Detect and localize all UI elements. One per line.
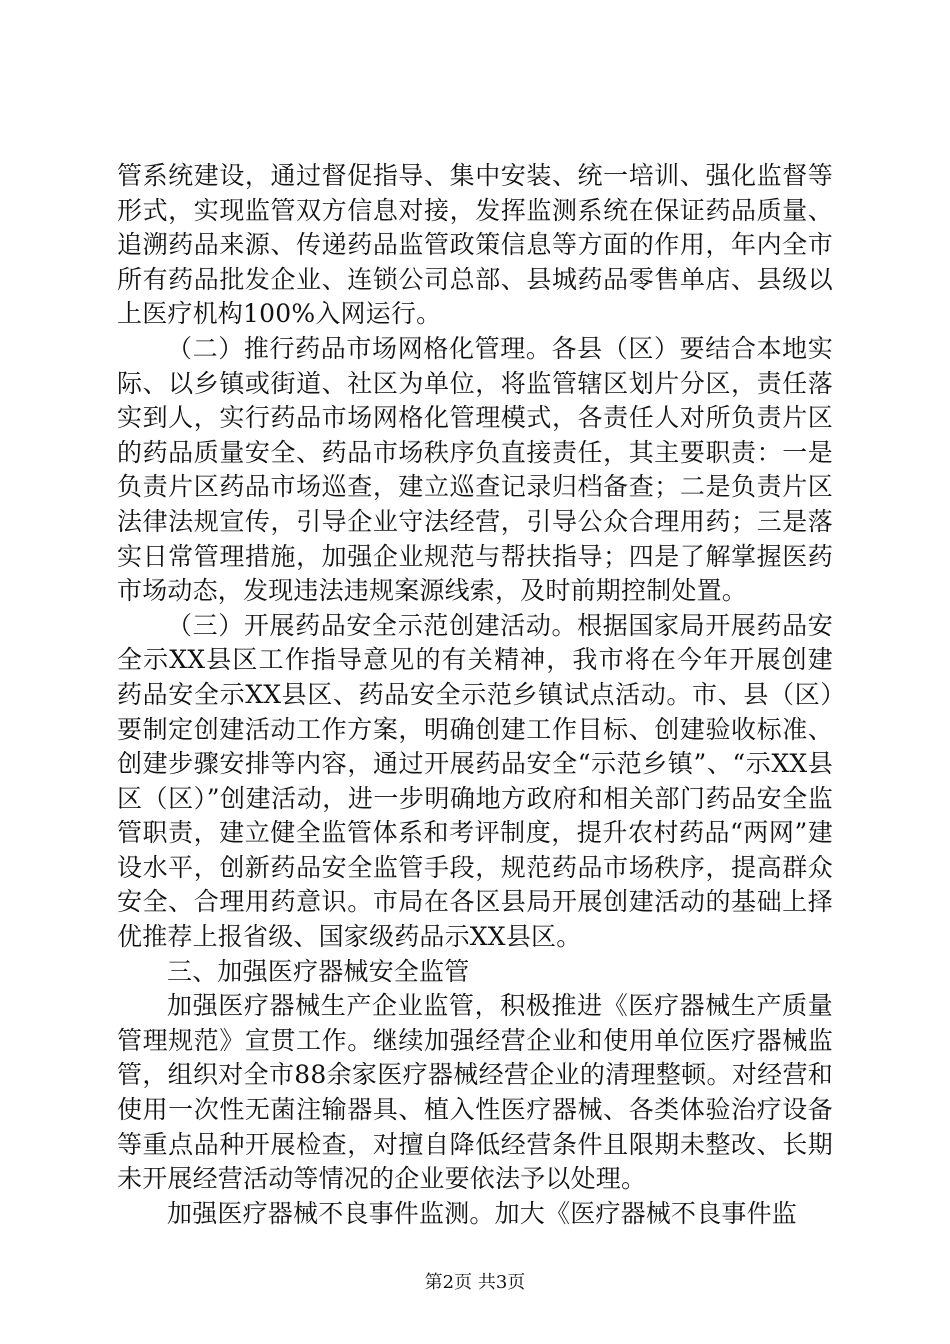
paragraph-continuation: 管系统建设，通过督促指导、集中安装、统一培训、强化监督等形式，实现监管双方信息对接，发挥监测系统在保证药品质量、追溯药品来源、传递药品监管政策信息等方面的作用，年内全市所有药品批发企业、连锁公司总部、县城药品零售单店、县级以上医疗机构100%入网运行。	[117, 161, 833, 329]
paragraph-adverse-event-monitoring: 加强医疗器械不良事件监测。加大《医疗器械不良事件监	[167, 1198, 798, 1228]
paragraph-safety-demonstration: （三）开展药品安全示范创建活动。根据国家局开展药品安全示XX县区工作指导意见的有关精神，我市将在今年开展创建药品安全示XX县区、药品安全示范乡镇试点活动。市、县（区）要制定创建活动工作方案，明确创建工作目标、创建验收标准、创建步骤安排等内容，通过开展药品安全“示范乡镇”、“示XX县区（区）”创建活动，进一步明确地方政府和相关部门药品安全监管职责，建立健全监管体系和考评制度，提升农村药品“两网”建设水平，创新药品安全监管手段，规范药品市场秩序，提高群众安全、合理用药意识。市局在各区县局开展创建活动的基础上择优推荐上报省级、国家级药品示XX县区。	[117, 610, 833, 952]
page-number-footer: 第2页 共3页	[424, 1272, 526, 1293]
paragraph-grid-management: （二）推行药品市场网格化管理。各县（区）要结合本地实际、以乡镇或街道、社区为单位，将监管辖区划片分区，责任落实到人，实行药品市场网格化管理模式，各责任人对所负责片区的药品质量安全、药品市场秩序负直接责任，其主要职责：一是负责片区药品市场巡查，建立巡查记录归档备查；二是负责片区法律法规宣传，引导企业守法经营，引导公众合理用药；三是落实日常管理措施，加强企业规范与帮扶指导；四是了解掌握医药市场动态，发现违法违规案源线索，及时前期控制处置。	[117, 333, 833, 606]
document-body	[117, 159, 833, 1231]
paragraph-device-production: 加强医疗器械生产企业监管，积极推进《医疗器械生产质量管理规范》宣贯工作。继续加强经营企业和使用单位医疗器械监管，组织对全市88余家医疗器械经营企业的清理整顿。对经营和使用一次性无菌注输器具、植入性医疗器械、各类体验治疗设备等重点品种开展检查，对擅自降低经营条件且限期未整改、长期未开展经营活动等情况的企业要依法予以处理。	[117, 991, 833, 1194]
section-heading-medical-devices: 三、加强医疗器械安全监管	[167, 956, 470, 986]
